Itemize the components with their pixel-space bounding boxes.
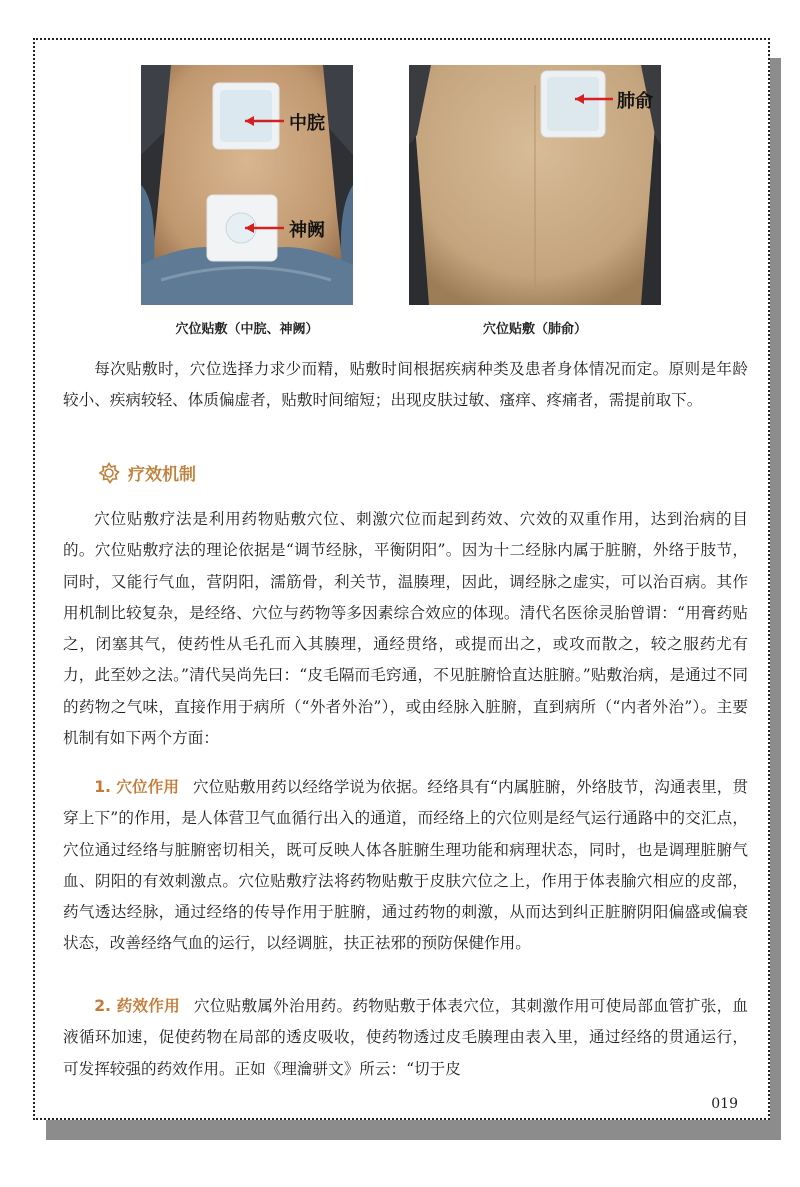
point-label-zhongwan: 中脘: [289, 113, 325, 134]
photo-back: [409, 65, 661, 305]
item-2-text: 穴位贴敷属外治用药。药物贴敷于体表穴位，其刺激作用可使局部血管扩张，血液循环加速，促使药物在局部的透皮吸收，使药物透过皮毛腠理由表入里，通过经络的贯通运行，可发挥较强的药效作用。正如《理瀹骈文》所云：“切于皮: [63, 997, 748, 1078]
item-1-text: 穴位贴敷用药以经络学说为依据。经络具有“内属脏腑，外络肢节，沟通表里，贯穿上下”的作用，是人体营卫气血循行出入的通道，而经络上的穴位则是经气运行通路中的交汇点，穴位通过经络与脏腑密切相关，既可反映人体各脏腑生理功能和病理状态，同时，也是调理脏腑气血、阴阳的有效刺激点。穴位贴敷疗法将药物贴敷于皮肤穴位之上，作用于体表腧穴相应的皮部，药气透达经脉，通过经络的传导作用于脏腑，通过药物的刺激，从而达到纠正脏腑阴阳偏盛或偏衰状态，改善经络气血的运行，以经调脏，扶正祛邪的预防保健作用。: [63, 778, 748, 953]
section-body: 穴位贴敷疗法是利用药物贴敷穴位、刺激穴位而起到药效、穴效的双重作用，达到治病的目的。穴位贴敷疗法的理论依据是“调节经脉，平衡阴阳”。因为十二经脉内属于脏腑，外络于肢节，同时，又能行气血，营阴阳，濡筋骨，利关节，温腠理，因此，调经脉之虚实，可以治百病。其作用机制比较复杂，是经络、穴位与药物等多因素综合效应的体现。清代名医徐灵胎曾谓：“用膏药贴之，闭塞其气，使药性从毛孔而入其腠理，通经贯络，或提而出之，或攻而散之，较之服药尤有力，此至妙之法。”清代吴尚先曰：“皮毛隔而毛窍通，不见脏腑恰直达脏腑。”贴敷治病，是通过不同的药物之气味，直接作用于病所（“外者外治”），或由经脉入脏腑，直到病所（“内者外治”）。主要机制有如下两个方面：: [63, 510, 748, 748]
item-2-heading: 2. 药效作用: [94, 997, 180, 1015]
section-title: 疗效机制: [128, 465, 196, 485]
page-number: 019: [711, 1096, 738, 1112]
figure-caption-1: 穴位贴敷（中脘、神阙）: [175, 322, 319, 337]
photo-abdomen: [141, 65, 353, 305]
section-heading: [98, 460, 196, 485]
item-1-paragraph: [63, 772, 748, 960]
intro-paragraph: 每次贴敷时，穴位选择力求少而精，贴敷时间根据疾病种类及患者身体情况而定。原则是年龄较小、疾病较轻、体质偏虚者，贴敷时间缩短；出现皮肤过敏、瘙痒、疼痛者，需提前取下。: [63, 360, 748, 410]
point-label-shenque: 神阙: [289, 220, 325, 241]
book-page: [33, 38, 770, 1120]
item-1-heading: 1. 穴位作用: [94, 778, 179, 796]
item-2-paragraph: [63, 991, 748, 1085]
abdomen-illustration: [141, 65, 353, 305]
point-label-feishu: 肺俞: [617, 91, 653, 112]
figure-caption-2: 穴位贴敷（肺俞）: [482, 322, 587, 337]
flower-gear-icon: [98, 462, 120, 484]
